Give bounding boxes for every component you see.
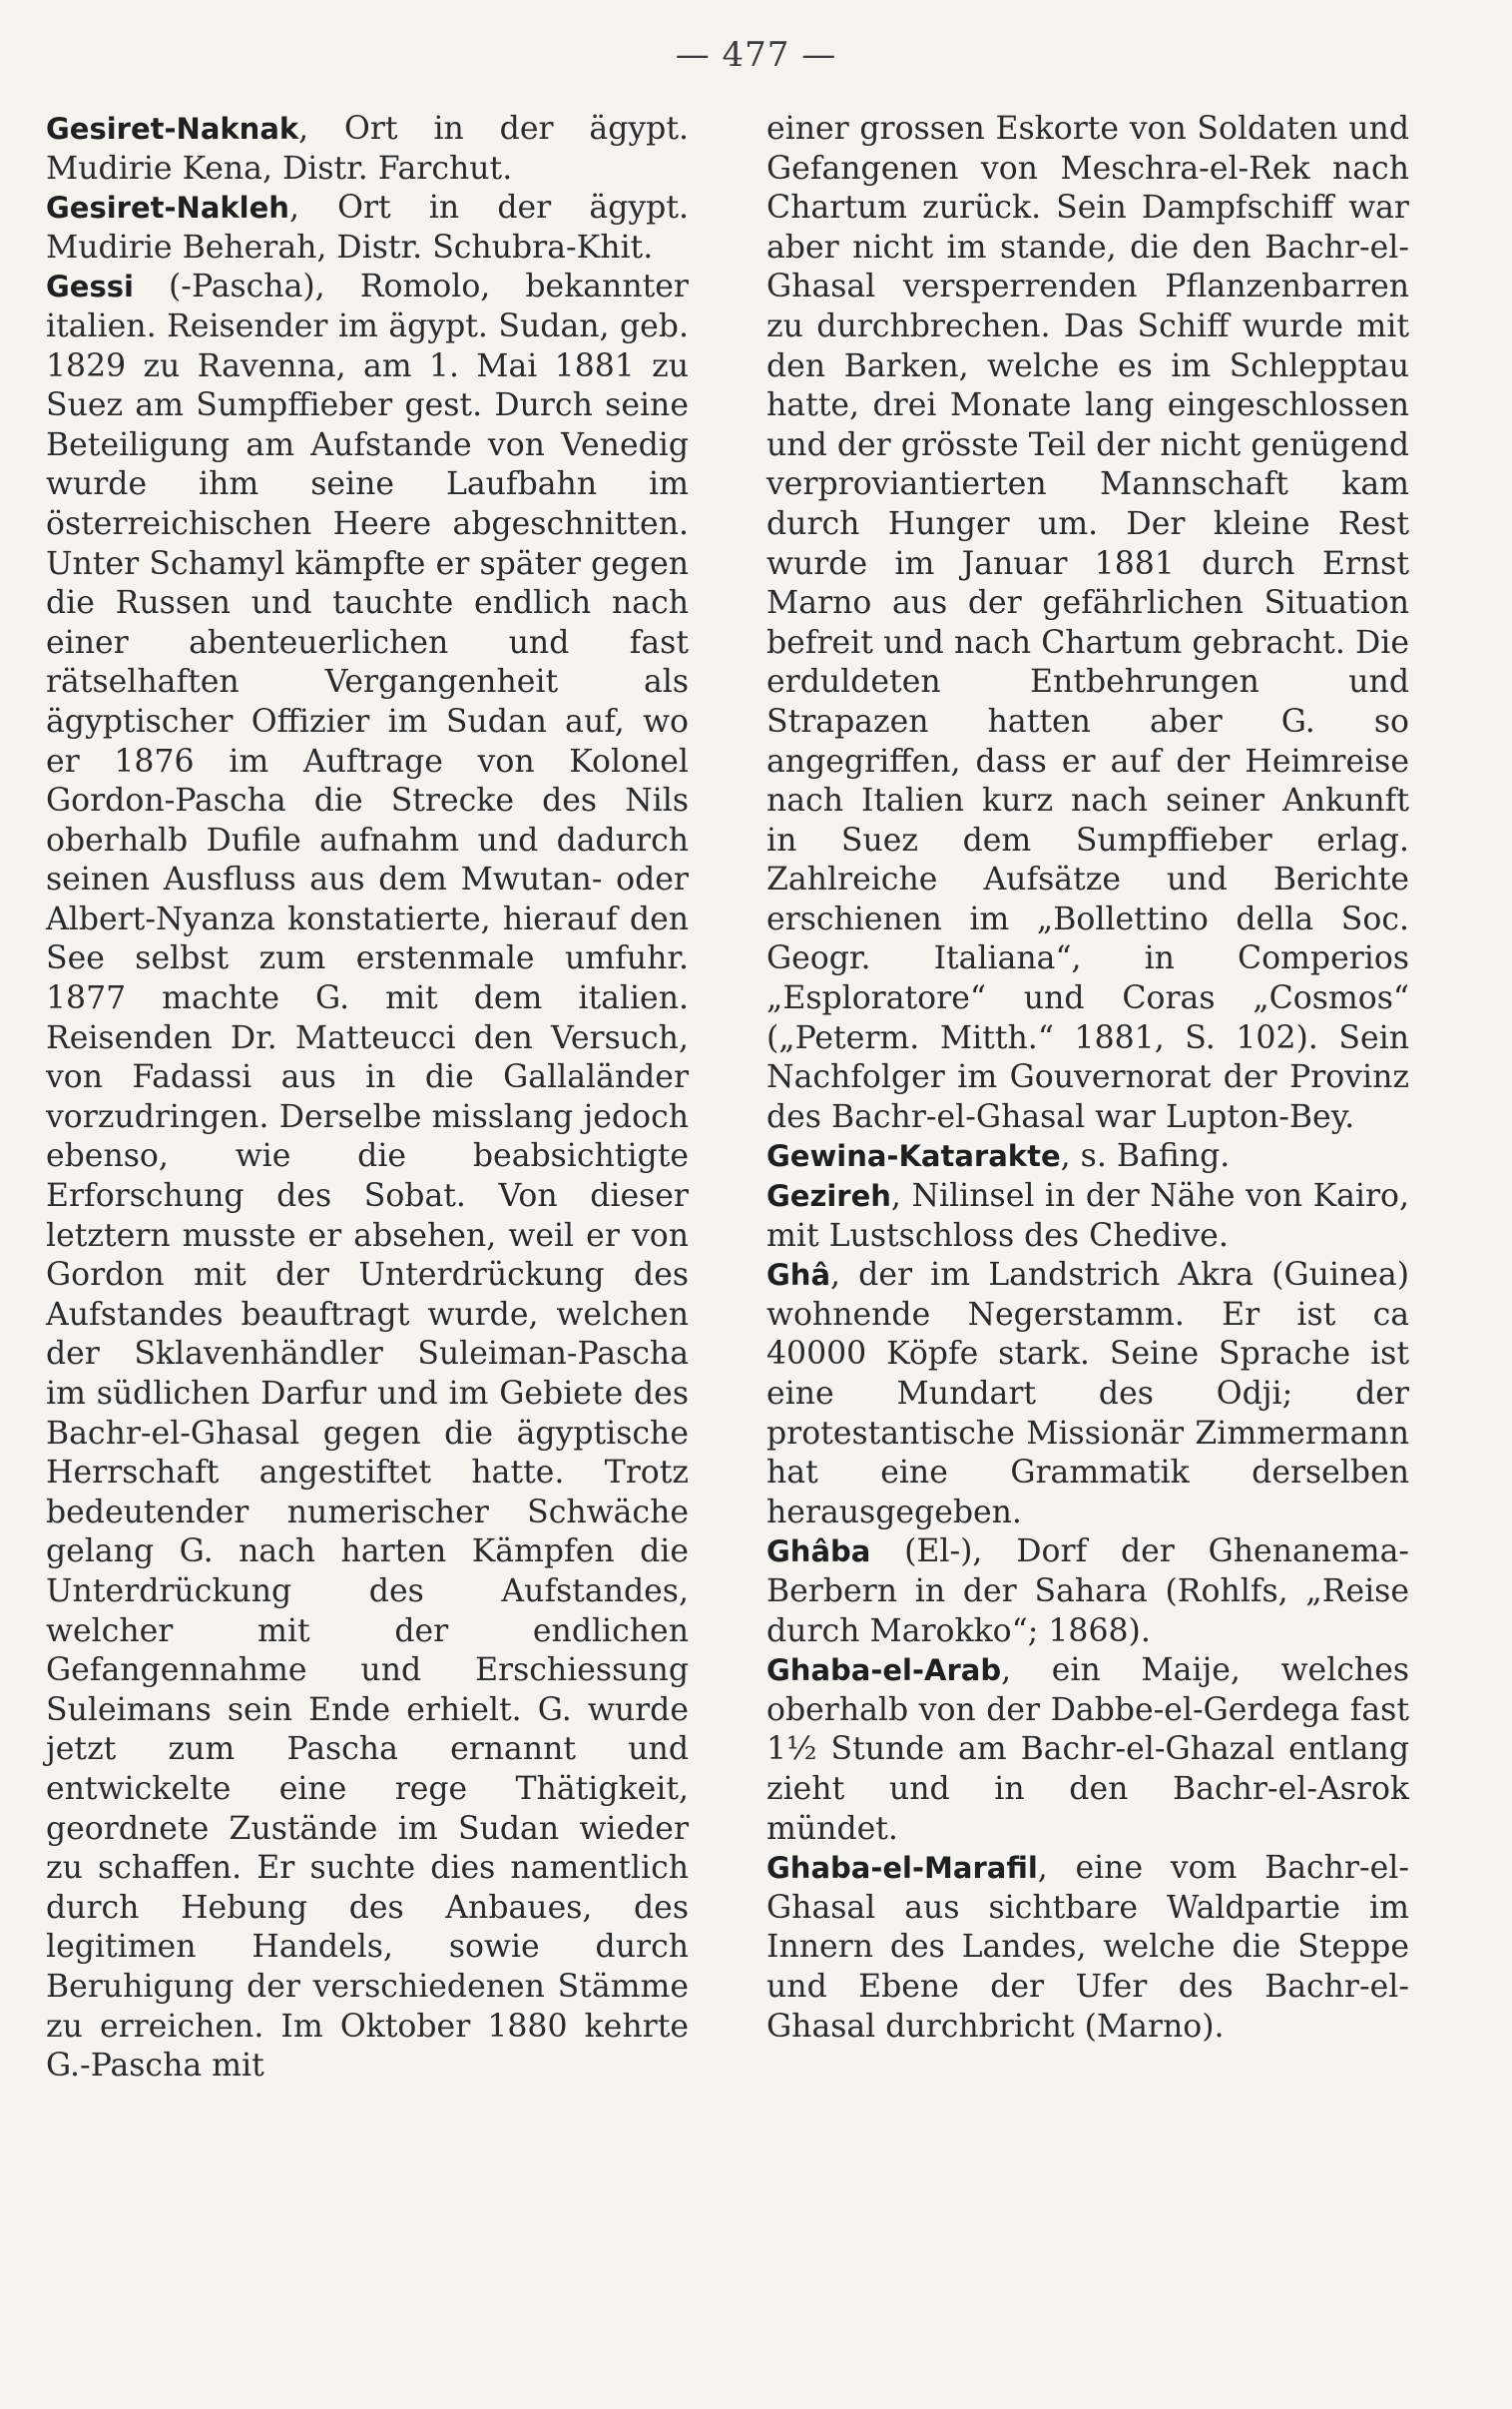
entry-text: einer grossen Eskorte von Soldaten und Gefangenen von Meschra-el-Rek nach Chartum zurück. Sein Dampfschiff war aber nicht im stande, die den Bachr-el-Ghasal versperrenden Pflanzenbarren zu durchbrechen. Das Schiff wurde mit den Barken, welche es im Schlepptau hatte, drei Monate lang eingeschlossen und der grösste Teil der nicht genügend verproviantierten Mannschaft kam durch Hunger um. Der kleine Rest wurde im Januar 1881 durch Ernst Marno aus der gefährlichen Situation befreit und nach Chartum gebracht. Die erduldeten Entbehrungen und Strapazen hatten aber G. so angegriffen, dass er auf der Heimreise nach Italien kurz nach seiner Ankunft in Suez dem Sumpffieber erlag. Zahlreiche Aufsätze und Berichte erschienen im „Bollettino della Soc. Geogr. Italiana“, in Comperios „Esploratore“ und Coras „Cosmos“ („Peterm. Mitth.“ 1881, S. 102). Sein Nachfolger im Gouvernorat der Provinz des Bachr-el-Ghasal war Lupton-Bey. [766, 111, 1409, 1135]
entry-text: , s. Bafing. [1060, 1138, 1231, 1175]
page-number: — 477 — [675, 35, 837, 75]
entry [46, 268, 689, 2086]
entry [46, 189, 689, 268]
entry-text: (El-), Dorf der Ghenanema-Berbern in der Sahara (Rohlfs, „Reise durch Marokko“; 1868). [766, 1533, 1409, 1649]
entry-text: , Nilinsel in der Nähe von Kairo, mit Lustschloss des Chedive. [766, 1178, 1409, 1254]
entry [766, 1256, 1409, 1532]
entry-continuation [766, 110, 1409, 1137]
entry-headword: Ghâ [766, 1258, 831, 1293]
left-column [46, 110, 689, 2087]
entry-headword: Ghâba [766, 1534, 871, 1569]
entry [766, 1137, 1409, 1177]
entry-headword: Gezireh [766, 1179, 891, 1214]
entry-headword: Gessi [46, 270, 134, 304]
entry [766, 1532, 1409, 1651]
entry-headword: Ghaba-el-Arab [766, 1653, 1002, 1688]
entry-text: , eine vom Bachr-el-Ghasal aus sichtbare Waldpartie im Innern des Landes, welche die Steppe und Ebene der Ufer des Bachr-el-Ghasal durchbricht (Marno). [766, 1850, 1409, 2045]
entry-headword: Gesiret-Nakleh [46, 191, 289, 226]
entry-headword: Gesiret-Naknak [46, 112, 299, 146]
entry-headword: Ghaba-el-Marafil [766, 1851, 1038, 1886]
entry [766, 1651, 1409, 1849]
entry [766, 1849, 1409, 2047]
entry-text: , Ort in der ägypt. Mudirie Beherah, Distr. Schubra-Khit. [46, 190, 689, 266]
entry-headword: Gewina-Katarakte [766, 1139, 1061, 1174]
entry [46, 110, 689, 189]
entry [766, 1177, 1409, 1256]
entry-text: , ein Maije, welches oberhalb von der Dabbe-el-Gerdega fast 1½ Stunde am Bachr-el-Ghazal entlang zieht und in den Bachr-el-Asrok mündet. [766, 1652, 1409, 1847]
entry-text: (-Pascha), Romolo, bekannter italien. Reisender im ägypt. Sudan, geb. 1829 zu Ravenna, am 1. Mai 1881 zu Suez am Sumpffieber gest. Durch seine Beteiligung am Aufstande von Venedig wurde ihm seine Laufbahn im österreichischen Heere abgeschnitten. Unter Schamyl kämpfte er später gegen die Russen und tauchte endlich nach einer abenteuerlichen und fast rätselhaften Vergangenheit als ägyptischer Offizier im Sudan auf, wo er 1876 im Auftrage von Kolonel Gordon-Pascha die Strecke des Nils oberhalb Dufile aufnahm und dadurch seinen Ausfluss aus dem Mwutan- oder Albert-Nyanza konstatierte, hierauf den See selbst zum erstenmale umfuhr. 1877 machte G. mit dem italien. Reisenden Dr. Matteucci den Versuch, von Fadassi aus in die Gallaländer vorzudringen. Derselbe misslang jedoch ebenso, wie die beabsichtigte Erforschung des Sobat. Von dieser letztern musste er absehen, weil er von Gordon mit der Unterdrückung des Aufstandes beauftragt wurde, welchen der Sklavenhändler Suleiman-Pascha im südlichen Darfur und im Gebiete des Bachr-el-Ghasal gegen die ägyptische Herrschaft angestiftet hatte. Trotz bedeutender numerischer Schwäche gelang G. nach harten Kämpfen die Unterdrückung des Aufstandes, welcher mit der endlichen Gefangennahme und Erschiessung Suleimans sein Ende erhielt. G. wurde jetzt zum Pascha ernannt und entwickelte eine rege Thätigkeit, geordnete Zustände im Sudan wieder zu schaffen. Er suchte dies namentlich durch Hebung des Anbaues, des legitimen Handels, sowie durch Beruhigung der verschiedenen Stämme zu erreichen. Im Oktober 1880 kehrte G.-Pascha mit [46, 269, 689, 2085]
entry-text: , Ort in der ägypt. Mudirie Kena, Distr. Farchut. [46, 111, 689, 187]
entry-text: , der im Landstrich Akra (Guinea) wohnende Negerstamm. Er ist ca 40000 Köpfe stark. Seine Sprache ist eine Mundart des Odji; der protestantische Missionär Zimmermann hat eine Grammatik derselben herausgegeben. [766, 1257, 1409, 1530]
right-column [766, 110, 1409, 2047]
